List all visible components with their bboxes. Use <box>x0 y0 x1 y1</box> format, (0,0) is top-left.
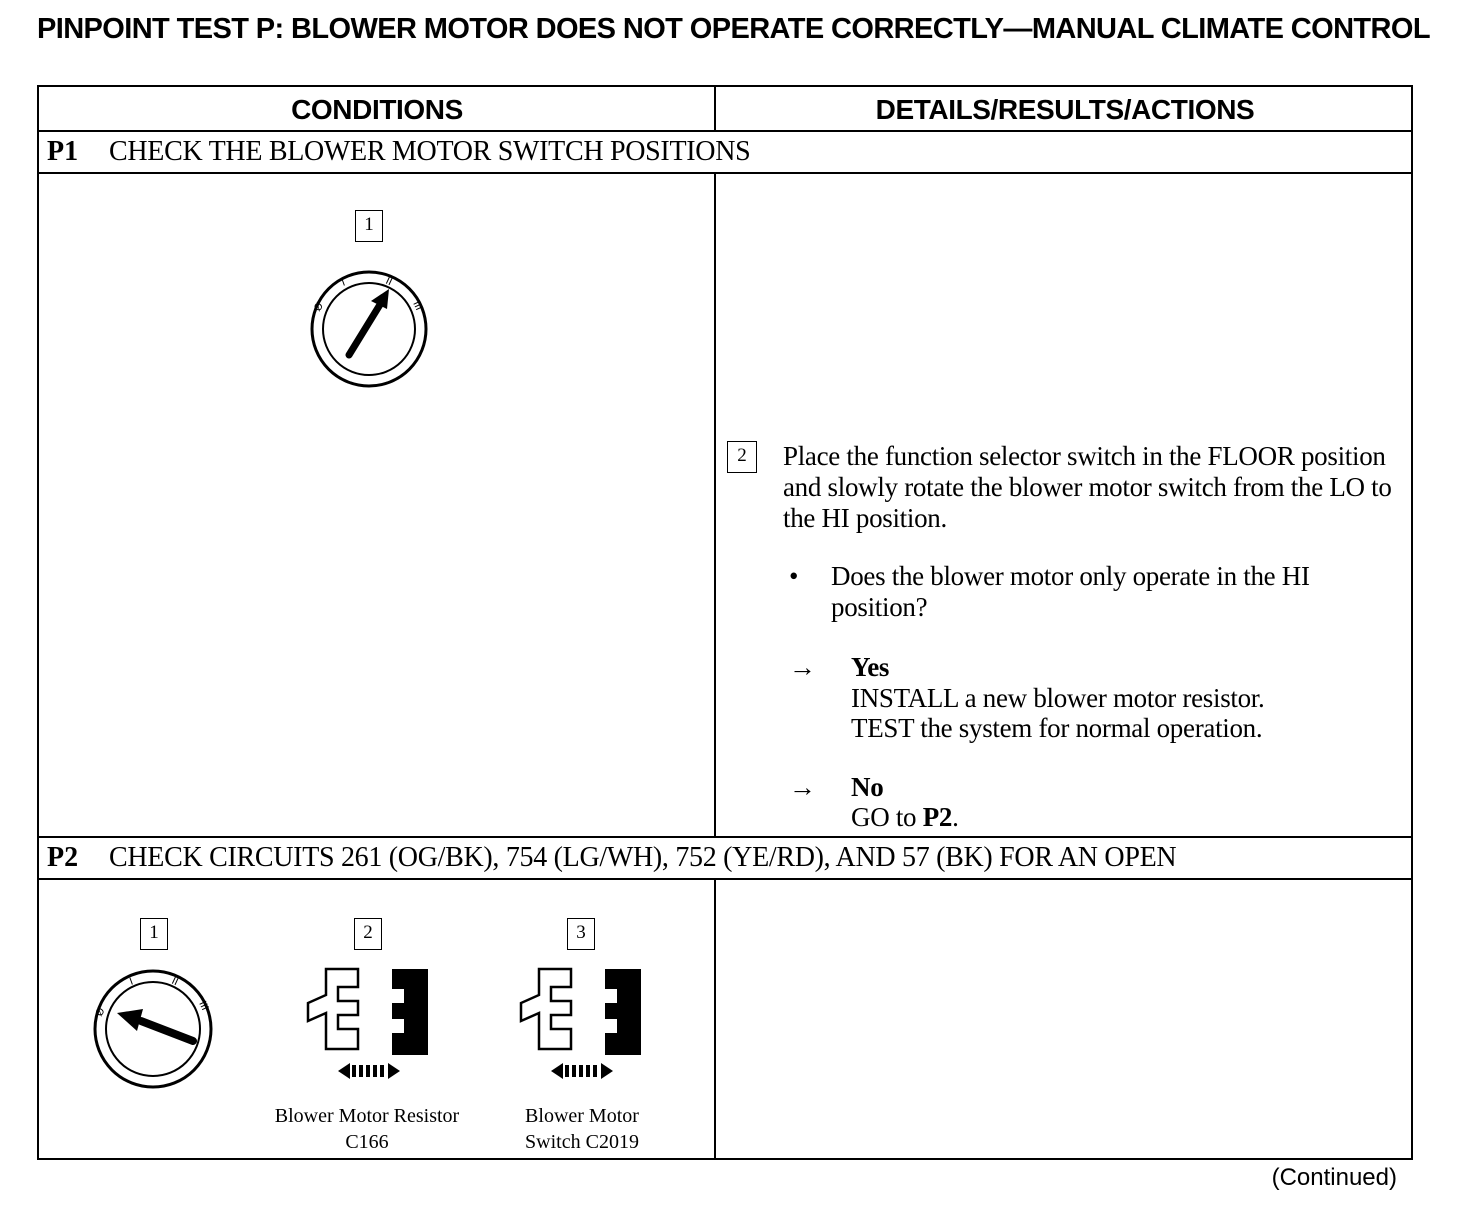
connector-disconnect-c166-icon <box>304 963 430 1085</box>
p1-step-callout-2: 2 <box>727 441 757 473</box>
step-p1-number: P1 <box>47 136 79 167</box>
step-p2-number: P2 <box>47 842 79 873</box>
page-title: PINPOINT TEST P: BLOWER MOTOR DOES NOT OPERATE CORRECTLY—MANUAL CLIMATE CONTROL <box>37 13 1430 45</box>
svg-text:II: II <box>383 275 394 289</box>
p2-figure-2-caption-line2: C166 <box>345 1131 389 1153</box>
p1-yes-action-1: INSTALL a new blower motor resistor. <box>851 683 1265 713</box>
svg-text:Ø: Ø <box>312 300 326 314</box>
p2-heading-rule <box>39 878 1411 880</box>
svg-text:III: III <box>196 999 210 1013</box>
svg-text:III: III <box>410 299 424 313</box>
p1-yes-arrow: → <box>789 652 816 682</box>
p1-no-label: No <box>851 772 884 802</box>
blower-switch-dial-off-icon <box>89 967 217 1085</box>
svg-text:I: I <box>128 976 135 988</box>
p1-no-suffix: . <box>952 802 959 832</box>
svg-text:Ø: Ø <box>94 1006 108 1019</box>
details-header: DETAILS/RESULTS/ACTIONS <box>875 94 1255 125</box>
header-divider <box>714 87 716 131</box>
step-p1-title: CHECK THE BLOWER MOTOR SWITCH POSITIONS <box>109 136 751 167</box>
p2-divider <box>714 879 716 1160</box>
svg-text:I: I <box>340 277 347 289</box>
p1-figure-callout-1: 1 <box>355 210 383 242</box>
connector-disconnect-c2019-icon <box>517 963 643 1085</box>
svg-text:II: II <box>169 975 180 989</box>
p2-figure-3-caption <box>489 1103 675 1155</box>
blower-switch-dial-hi-icon <box>307 267 431 383</box>
p2-figure-callout-1: 1 <box>140 918 168 950</box>
p2-figure-2-caption <box>261 1103 473 1155</box>
p1-no-target-link[interactable]: P2 <box>922 802 953 832</box>
pinpoint-table <box>37 85 1413 1160</box>
p1-heading-rule <box>39 172 1411 174</box>
p2-figure-2-caption-line1: Blower Motor Resistor <box>274 1105 460 1127</box>
p1-yes-action-2: TEST the system for normal operation. <box>851 713 1263 743</box>
p2-figure-callout-2: 2 <box>354 918 382 950</box>
conditions-header: CONDITIONS <box>291 94 463 125</box>
p1-no-action <box>851 802 959 833</box>
p2-figure-3-caption-line1: Blower Motor <box>525 1105 639 1127</box>
p1-no-arrow: → <box>789 772 816 802</box>
p1-bullet: • <box>789 561 799 591</box>
p2-figure-callout-3: 3 <box>567 918 595 950</box>
p1-divider <box>714 173 716 836</box>
p2-figure-3-caption-line2: Switch C2019 <box>525 1131 639 1153</box>
p1-question: Does the blower motor only operate in the HI position? <box>831 561 1310 622</box>
p1-instruction: Place the function selector switch in the FLOOR position and slowly rotate the blower motor switch from the LO to the HI position. <box>783 441 1392 533</box>
p1-no-prefix: GO to <box>851 802 923 832</box>
continued-note: (Continued) <box>1271 1164 1397 1191</box>
p1-yes-label: Yes <box>851 652 890 682</box>
step-p2-title: CHECK CIRCUITS 261 (OG/BK), 754 (LG/WH), 752 (YE/RD), AND 57 (BK) FOR AN OPEN <box>109 842 1177 873</box>
